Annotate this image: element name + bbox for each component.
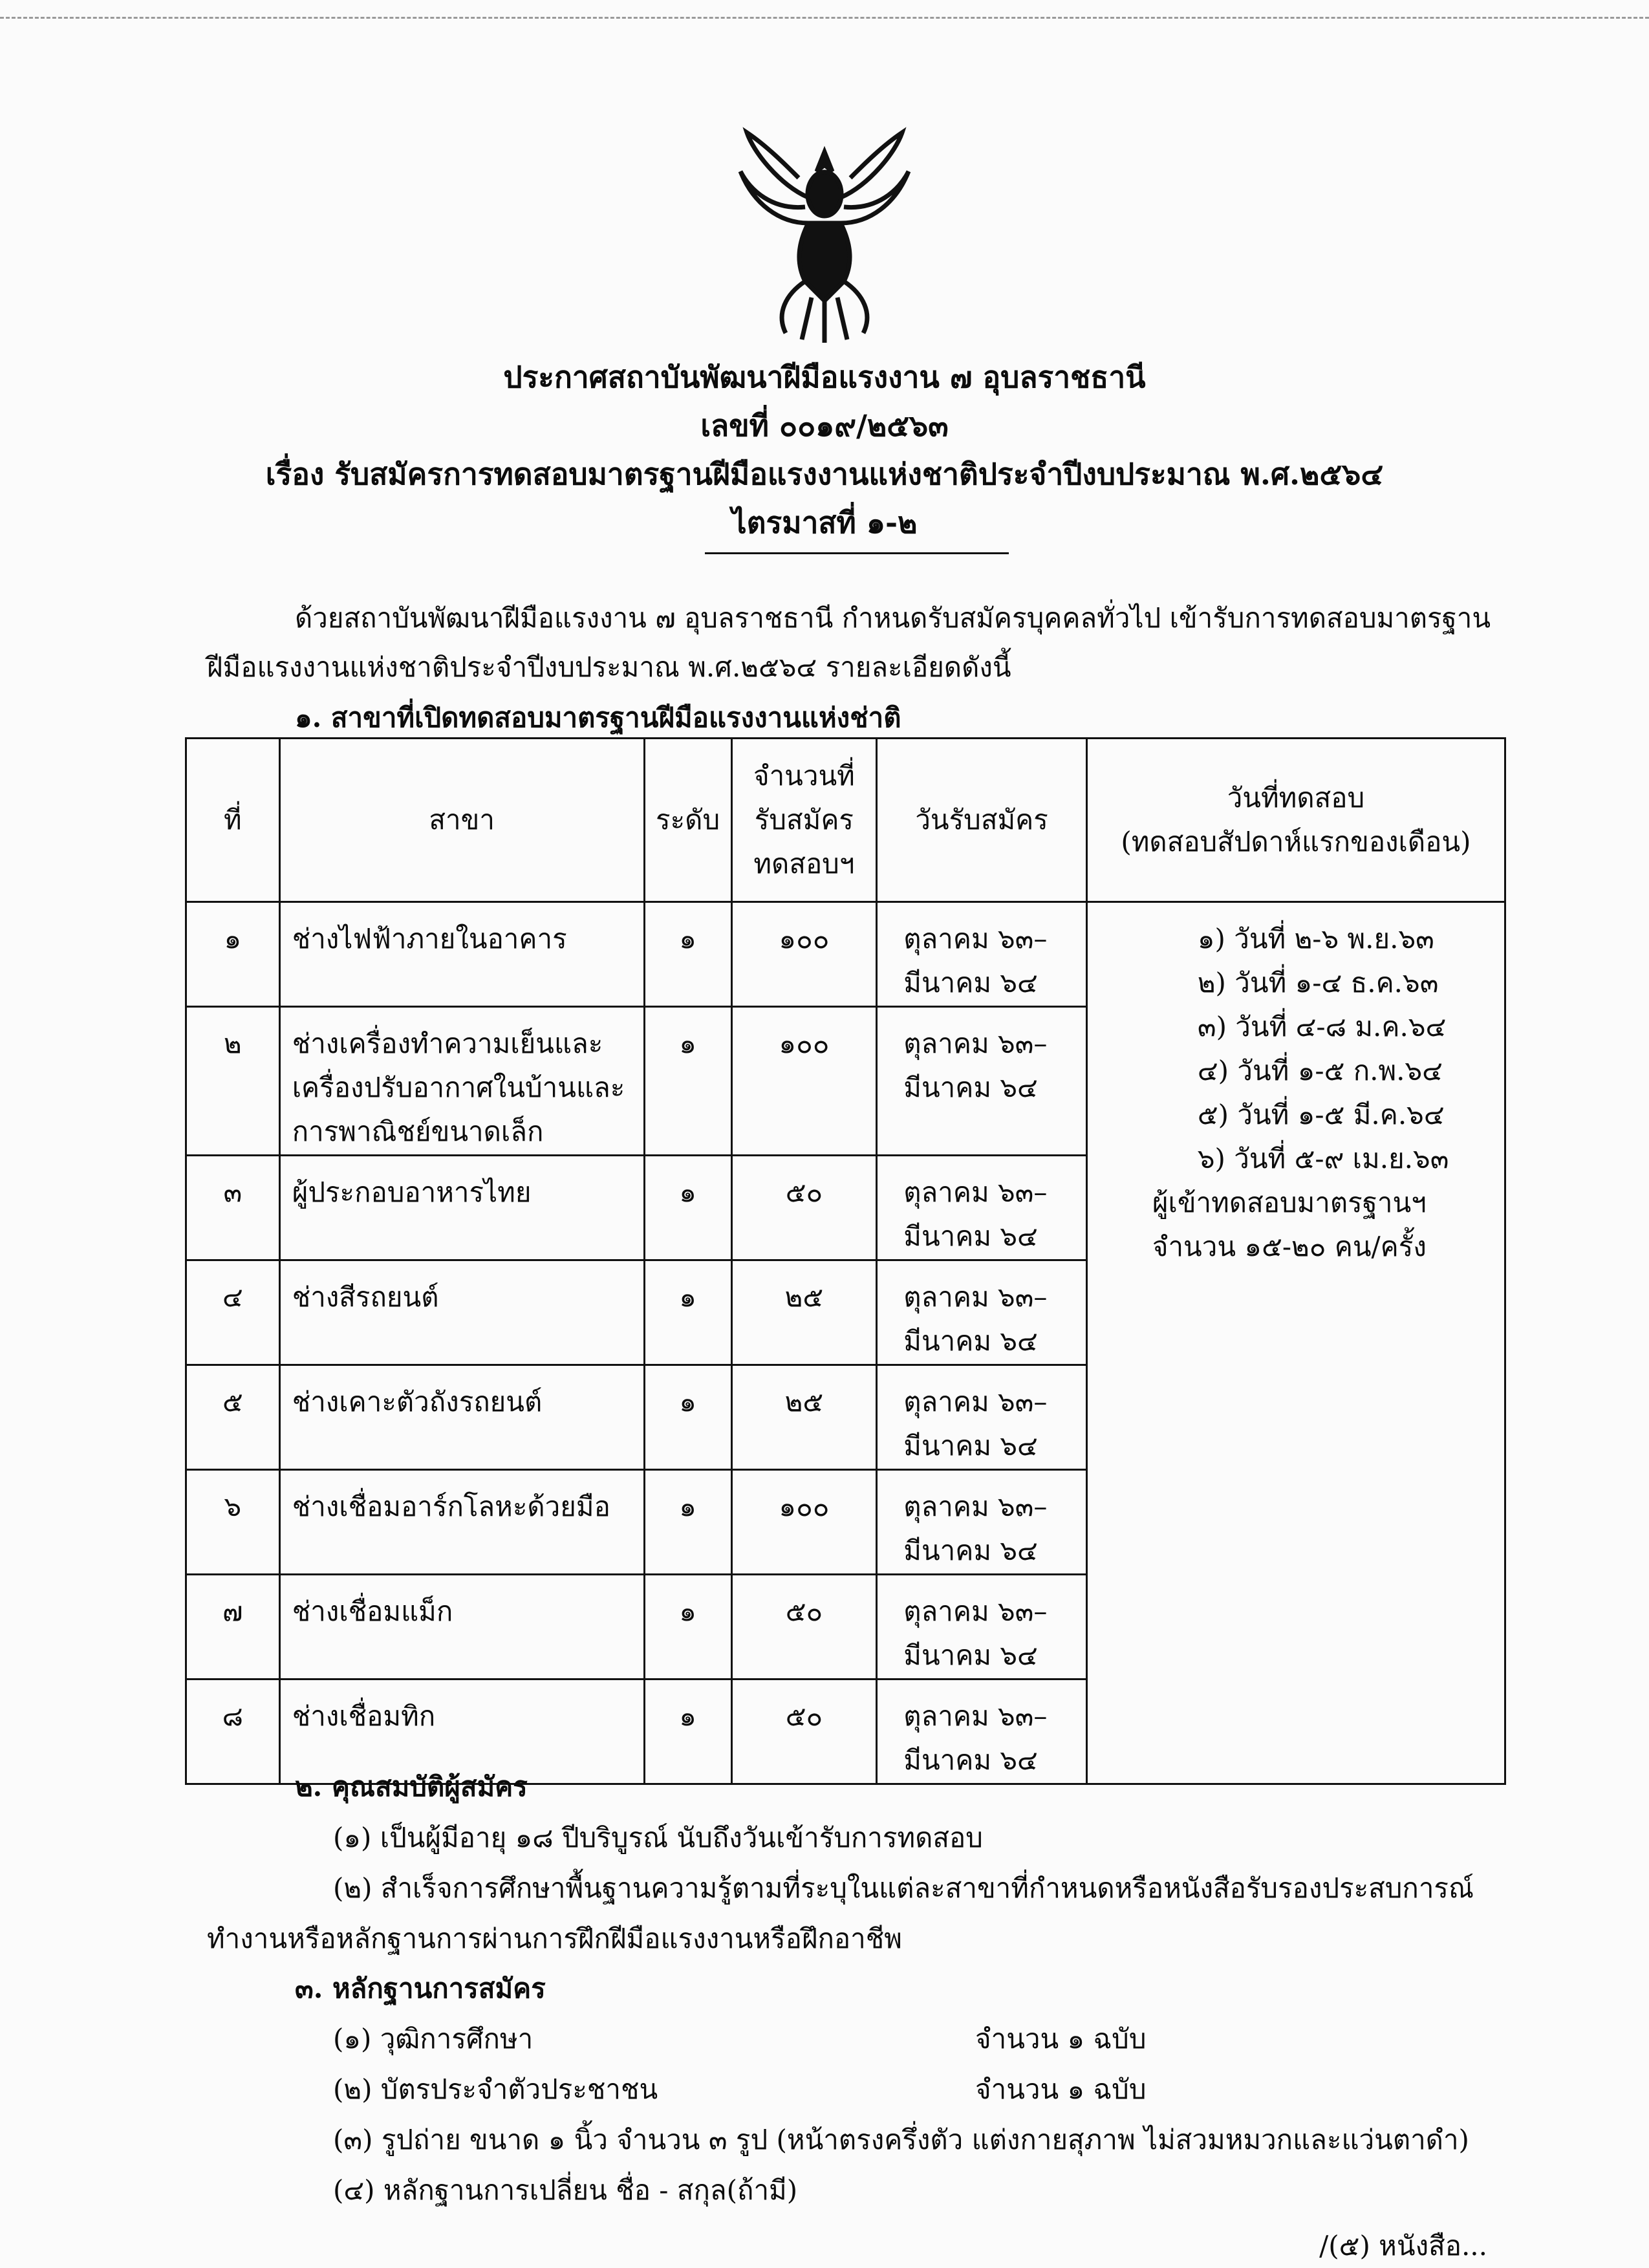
header-level: ระดับ [644,739,731,902]
qualification-2: (๒) สำเร็จการศึกษาพื้นฐานความรู้ตามที่ระบุในแต่ละสาขาที่กำหนดหรือหนังสือรับรองประสบการณ์ [333,1872,1474,1904]
header-no: ที่ [186,739,280,902]
document-item: (๑) วุฒิการศึกษา [333,2023,534,2055]
table-row: ๔ ช่างสีรถยนต์ ๑ ๒๕ ตุลาคม ๖๓– มีนาคม ๖๔ [186,1260,1505,1365]
test-date-item: ๓) วันที่ ๔-๘ ม.ค.๖๔ [1197,1011,1447,1042]
test-date-item: ๖) วันที่ ๕-๙ เม.ย.๖๓ [1197,1143,1449,1174]
document-qty: จำนวน ๑ ฉบับ [975,2073,1147,2105]
section-2-title: ๒. คุณสมบัติผู้สมัคร [295,1771,528,1802]
document-qty: จำนวน ๑ ฉบับ [975,2023,1147,2055]
test-note: จำนวน ๑๕-๒๐ คน/ครั้ง [1152,1231,1427,1262]
standards-table [185,737,1506,1785]
table-row: ๕ ช่างเคาะตัวถังรถยนต์ ๑ ๒๕ ตุลาคม ๖๓– มีนาคม ๖๔ [186,1365,1505,1470]
garuda-emblem-icon [727,126,921,346]
intro-line-1: ด้วยสถาบันพัฒนาฝีมือแรงงาน ๗ อุบลราชธานี กำหนดรับสมัครบุคคลทั่วไป เข้ารับการทดสอบมาตรฐาน [295,602,1491,634]
qualification-2-cont: ทำงานหรือหลักฐานการผ่านการฝึกฝีมือแรงงานหรือฝึกอาชีพ [207,1923,902,1954]
document-item: (๔) หลักฐานการเปลี่ยน ชื่อ - สกุล(ถ้ามี) [333,2174,798,2206]
continue-marker: /(๕) หนังสือ... [1319,2230,1487,2262]
table-row: ๒ ช่างเครื่องทำความเย็นและ เครื่องปรับอากาศในบ้านและ การพาณิชย์ขนาดเล็ก ๑ ๑๐๐ ตุลาคม ๖๓– มีนาคม ๖๔ [186,1007,1505,1156]
section-1-title: ๑. สาขาที่เปิดทดสอบมาตรฐานฝีมือแรงงานแห่งช่าติ [295,702,901,733]
table-row: ๗ ช่างเชื่อมแม็ก ๑ ๕๐ ตุลาคม ๖๓– มีนาคม ๖๔ [186,1575,1505,1679]
test-note: ผู้เข้าทดสอบมาตรฐานฯ [1152,1187,1427,1218]
document-item: (๓) รูปถ่าย ขนาด ๑ นิ้ว จำนวน ๓ รูป (หน้าตรงครึ่งตัว แต่งกายสุภาพ ไม่สวมหมวกและแว่นตาดำ) [333,2124,1469,2155]
intro-line-2: ฝีมือแรงงานแห่งชาติประจำปีงบประมาณ พ.ศ.๒๕๖๔ รายละเอียดดังนี้ [207,651,1011,683]
header-count: จำนวนที่ รับสมัคร ทดสอบฯ [731,739,877,902]
table-row: ๓ ผู้ประกอบอาหารไทย ๑ ๕๐ ตุลาคม ๖๓– มีนาคม ๖๔ [186,1156,1505,1260]
table-row: ๑ ช่างไฟฟ้าภายในอาคาร ๑ ๑๐๐ ตุลาคม ๖๓– มีนาคม ๖๔ ๑) วันที่ ๒-๖ พ.ย.๖๓ ๒) วันที่ ๑-๔ ธ.ค.๖๓ ๓) วันที่ ๔-๘ ม.ค.๖๔ ๔) วันที่ ๑-๕ ก.พ.๖๔ ๕) วันที่ ๑-๕ มี.ค.๖๔ ๖) วันที่ ๕-๙ เม.ย.๖๓ ผู้เข้าทดสอบมาตรฐานฯ จำนวน ๑๕-๒๐ คน/ครั้ง [186,902,1505,1007]
title-underline [705,552,1009,554]
header-field: สาขา [279,739,644,902]
test-date-item: ๔) วันที่ ๑-๕ ก.พ.๖๔ [1197,1055,1443,1086]
qualification-1: (๑) เป็นผู้มีอายุ ๑๘ ปีบริบูรณ์ นับถึงวันเข้ารับการทดสอบ [333,1822,983,1853]
announcement-quarter: ไตรมาสที่ ๑-๒ [731,505,918,540]
announcement-title: ประกาศสถาบันพัฒนาฝีมือแรงงาน ๗ อุบลราชธานี [503,360,1146,394]
scan-top-edge [0,17,1649,19]
announcement-number: เลขที่ ๐๐๑๙/๒๕๖๓ [700,408,949,443]
test-dates-cell [1086,902,1505,1784]
document-item: (๒) บัตรประจำตัวประชาชน [333,2073,658,2105]
test-date-item: ๑) วันที่ ๒-๖ พ.ย.๖๓ [1197,923,1434,955]
header-apply: วันรับสมัคร [877,739,1087,902]
test-date-item: ๕) วันที่ ๑-๕ มี.ค.๖๔ [1197,1099,1445,1130]
announcement-subject: เรื่อง รับสมัครการทดสอบมาตรฐานฝีมือแรงงานแห่งชาติประจำปีงบประมาณ พ.ศ.๒๕๖๔ [265,457,1384,491]
test-date-item: ๒) วันที่ ๑-๔ ธ.ค.๖๓ [1197,967,1439,999]
table-row: ๘ ช่างเชื่อมทิก ๑ ๕๐ ตุลาคม ๖๓– มีนาคม ๖๔ [186,1679,1505,1784]
section-3-title: ๓. หลักฐานการสมัคร [295,1972,546,2004]
header-testdate: วันที่ทดสอบ (ทดสอบสัปดาห์แรกของเดือน) [1086,739,1505,902]
table-row: ๖ ช่างเชื่อมอาร์กโลหะด้วยมือ ๑ ๑๐๐ ตุลาคม ๖๓– มีนาคม ๖๔ [186,1470,1505,1575]
